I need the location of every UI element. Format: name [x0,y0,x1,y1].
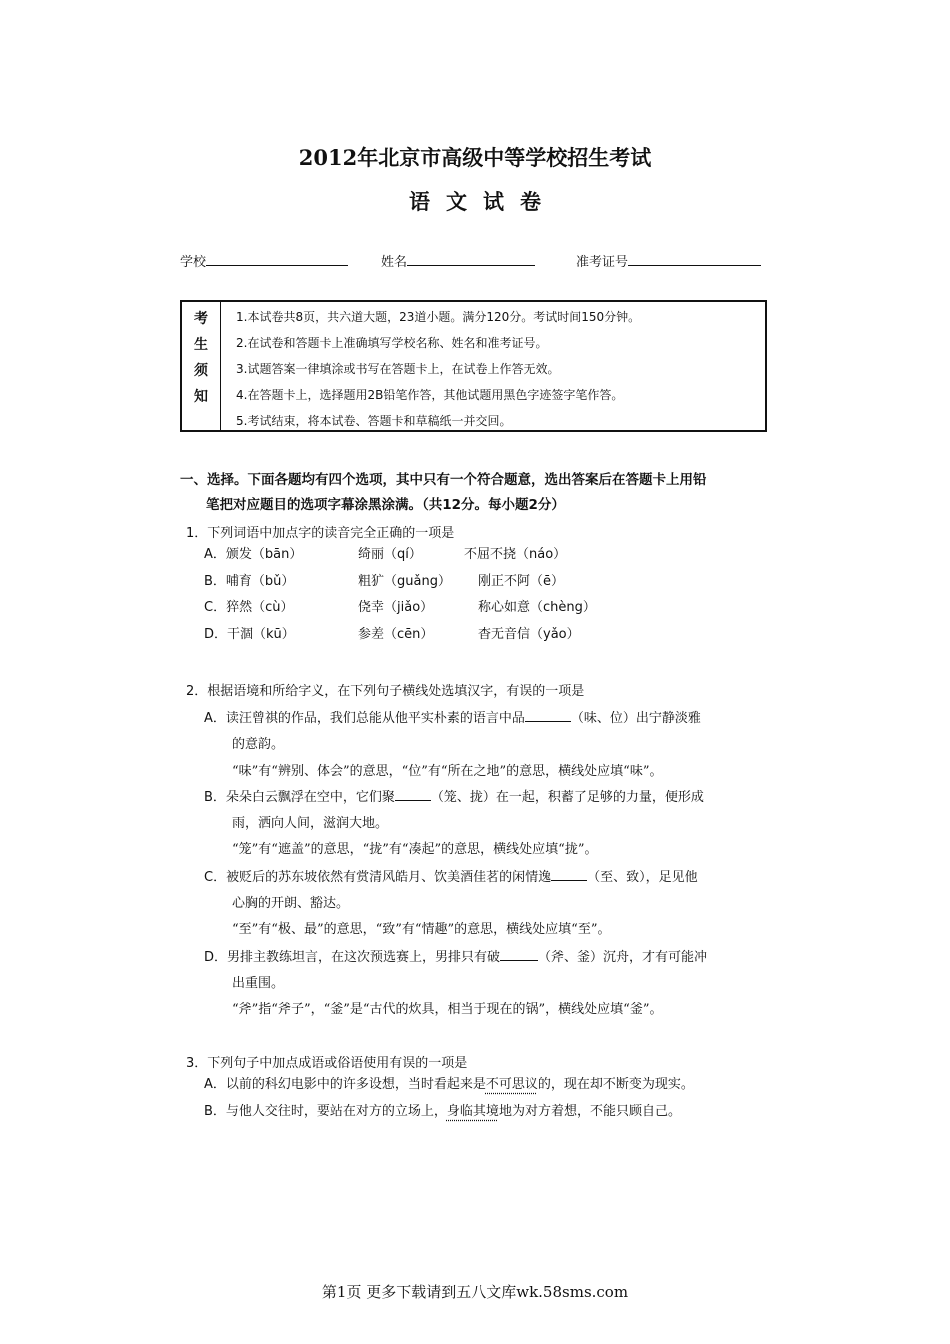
q2-b-text: B．朵朵白云飘浮在空中，它们聚 [204,790,395,805]
school-label: 学校 [180,255,207,270]
q2-d-text-2: （斧、釜）沉舟，才有可能冲 [538,950,708,965]
q2-option-d [204,946,707,965]
q2-b-text-2: （笼、拢）在一起，积蓄了足够的力量，便形成 [430,790,704,805]
notice-heading-char: 生 [194,337,208,353]
q2-d-explanation: “斧”指“斧子”，“釜”是“古代的炊具，相当于现在的锅”，横线处应填“釜”。 [232,1002,663,1017]
q2-option-c [204,866,698,885]
q1-option-a-1: A．颁发（bān） [204,547,303,562]
q3-a-text-2: 的，现在却不断变为现实。 [537,1077,694,1092]
q2-b-explanation: “笼”有“遮盖”的意思，“拢”有“凑起”的意思，横线处应填“拢”。 [232,842,598,857]
page-footer: 第1页 更多下载请到五八文库wk.58sms.com [321,1283,629,1301]
name-field [381,251,535,270]
q3-a-dotted-idiom: 不可思议 [485,1077,538,1092]
exam-subtitle: 语文试卷 [409,189,557,214]
notice-item: 5.考试结束，将本试卷、答题卡和草稿纸一并交回。 [236,414,512,428]
q2-c-text: C．被贬后的苏东坡依然有赏清风皓月、饮美酒佳茗的闲情逸 [204,870,552,885]
q2-a-text: A．读汪曾祺的作品，我们总能从他平实朴素的语言中品 [204,711,525,726]
notice-item: 3.试题答案一律填涂或书写在答题卡上，在试卷上作答无效。 [236,362,560,376]
name-label: 姓名 [381,255,408,270]
q3-stem: 3．下列句子中加点成语或俗语使用有误的一项是 [186,1056,468,1071]
notice-item: 2.在试卷和答题卡上准确填写学校名称、姓名和准考证号。 [236,336,548,350]
q1-option-b-2: 粗犷（guǎng） [358,574,451,589]
exam-id-line [628,251,761,266]
q3-a-text: A．以前的科幻电影中的许多设想，当时看起来是 [204,1077,486,1092]
q2-c-explanation: “至”有“极、最”的意思，“致”有“情趣”的意思，横线处应填“至”。 [232,922,611,937]
exam-id-field [576,251,761,270]
candidate-notice-box [180,300,767,432]
q2-option-a [204,707,701,726]
q2-b-blank [395,787,431,801]
q3-b-text: B．与他人交往时，要站在对方的立场上， [204,1104,447,1119]
q2-d-text: D．男排主教练坦言，在这次预选赛上，男排只有破 [204,950,501,965]
notice-heading [182,302,221,430]
q3-option-a [204,1073,694,1092]
q2-a-explanation: “味”有“辨别、体会”的意思，“位”有“所在之地”的意思，横线处应填“味”。 [232,764,663,779]
notice-heading-char: 考 [194,311,208,327]
q1-option-a-3: 不屈不挠（náo） [464,547,567,562]
notice-item: 4.在答题卡上，选择题用2B铅笔作答，其他试题用黑色字迹签字笔作答。 [236,388,624,402]
q2-d-cont: 出重围。 [232,976,285,991]
q1-option-c-3: 称心如意（chèng） [478,600,596,615]
q2-c-blank [551,867,587,881]
q1-option-d-2: 参差（cēn） [358,627,434,642]
q1-stem: 1．下列词语中加点字的读音完全正确的一项是 [186,526,455,541]
notice-heading-char: 须 [194,363,208,379]
q2-a-text-2: （味、位）出宁静淡雅 [570,711,701,726]
q1-option-d-1: D．干涸（kū） [204,627,295,642]
q3-b-text-2: 地为对方着想，不能只顾自己。 [498,1104,681,1119]
q1-option-d-3: 杳无音信（yǎo） [478,627,580,642]
section-1-heading-cont: 笔把对应题目的选项字幕涂黑涂满。（共12分。每小题2分） [206,497,565,513]
q2-b-cont: 雨，洒向人间，滋润大地。 [232,816,389,831]
q2-c-text-2: （至、致），足见他 [587,870,698,885]
q1-option-a-2: 绮丽（qí） [358,547,422,562]
exam-title: 2012年北京市高级中等学校招生考试 [298,145,652,170]
q2-stem: 2．根据语境和所给字义，在下列句子横线处选填汉字，有误的一项是 [186,684,585,699]
q2-option-b [204,786,704,805]
q3-option-b [204,1100,681,1119]
q2-c-cont: 心胸的开朗、豁达。 [232,896,350,911]
q3-b-dotted-idiom: 身临其境 [446,1104,499,1119]
notice-heading-char: 知 [194,389,208,405]
q2-a-cont: 的意韵。 [232,737,285,752]
q1-option-b-3: 刚正不阿（ē） [478,574,564,589]
section-1-heading: 一、选择。下面各题均有四个选项，其中只有一个符合题意，选出答案后在答题卡上用铅 [180,472,707,488]
name-line [407,251,535,266]
q1-option-b-1: B．哺育（bǔ） [204,574,295,589]
q1-option-c-1: C．猝然（cù） [204,600,294,615]
q2-a-blank [525,708,571,722]
exam-id-label: 准考证号 [576,255,629,270]
q1-option-c-2: 侥幸（jiǎo） [358,600,434,615]
q2-d-blank [500,947,538,961]
school-field [180,251,348,270]
school-line [206,251,348,266]
notice-item: 1.本试卷共8页，共六道大题，23道小题。满分120分。考试时间150分钟。 [236,310,641,324]
